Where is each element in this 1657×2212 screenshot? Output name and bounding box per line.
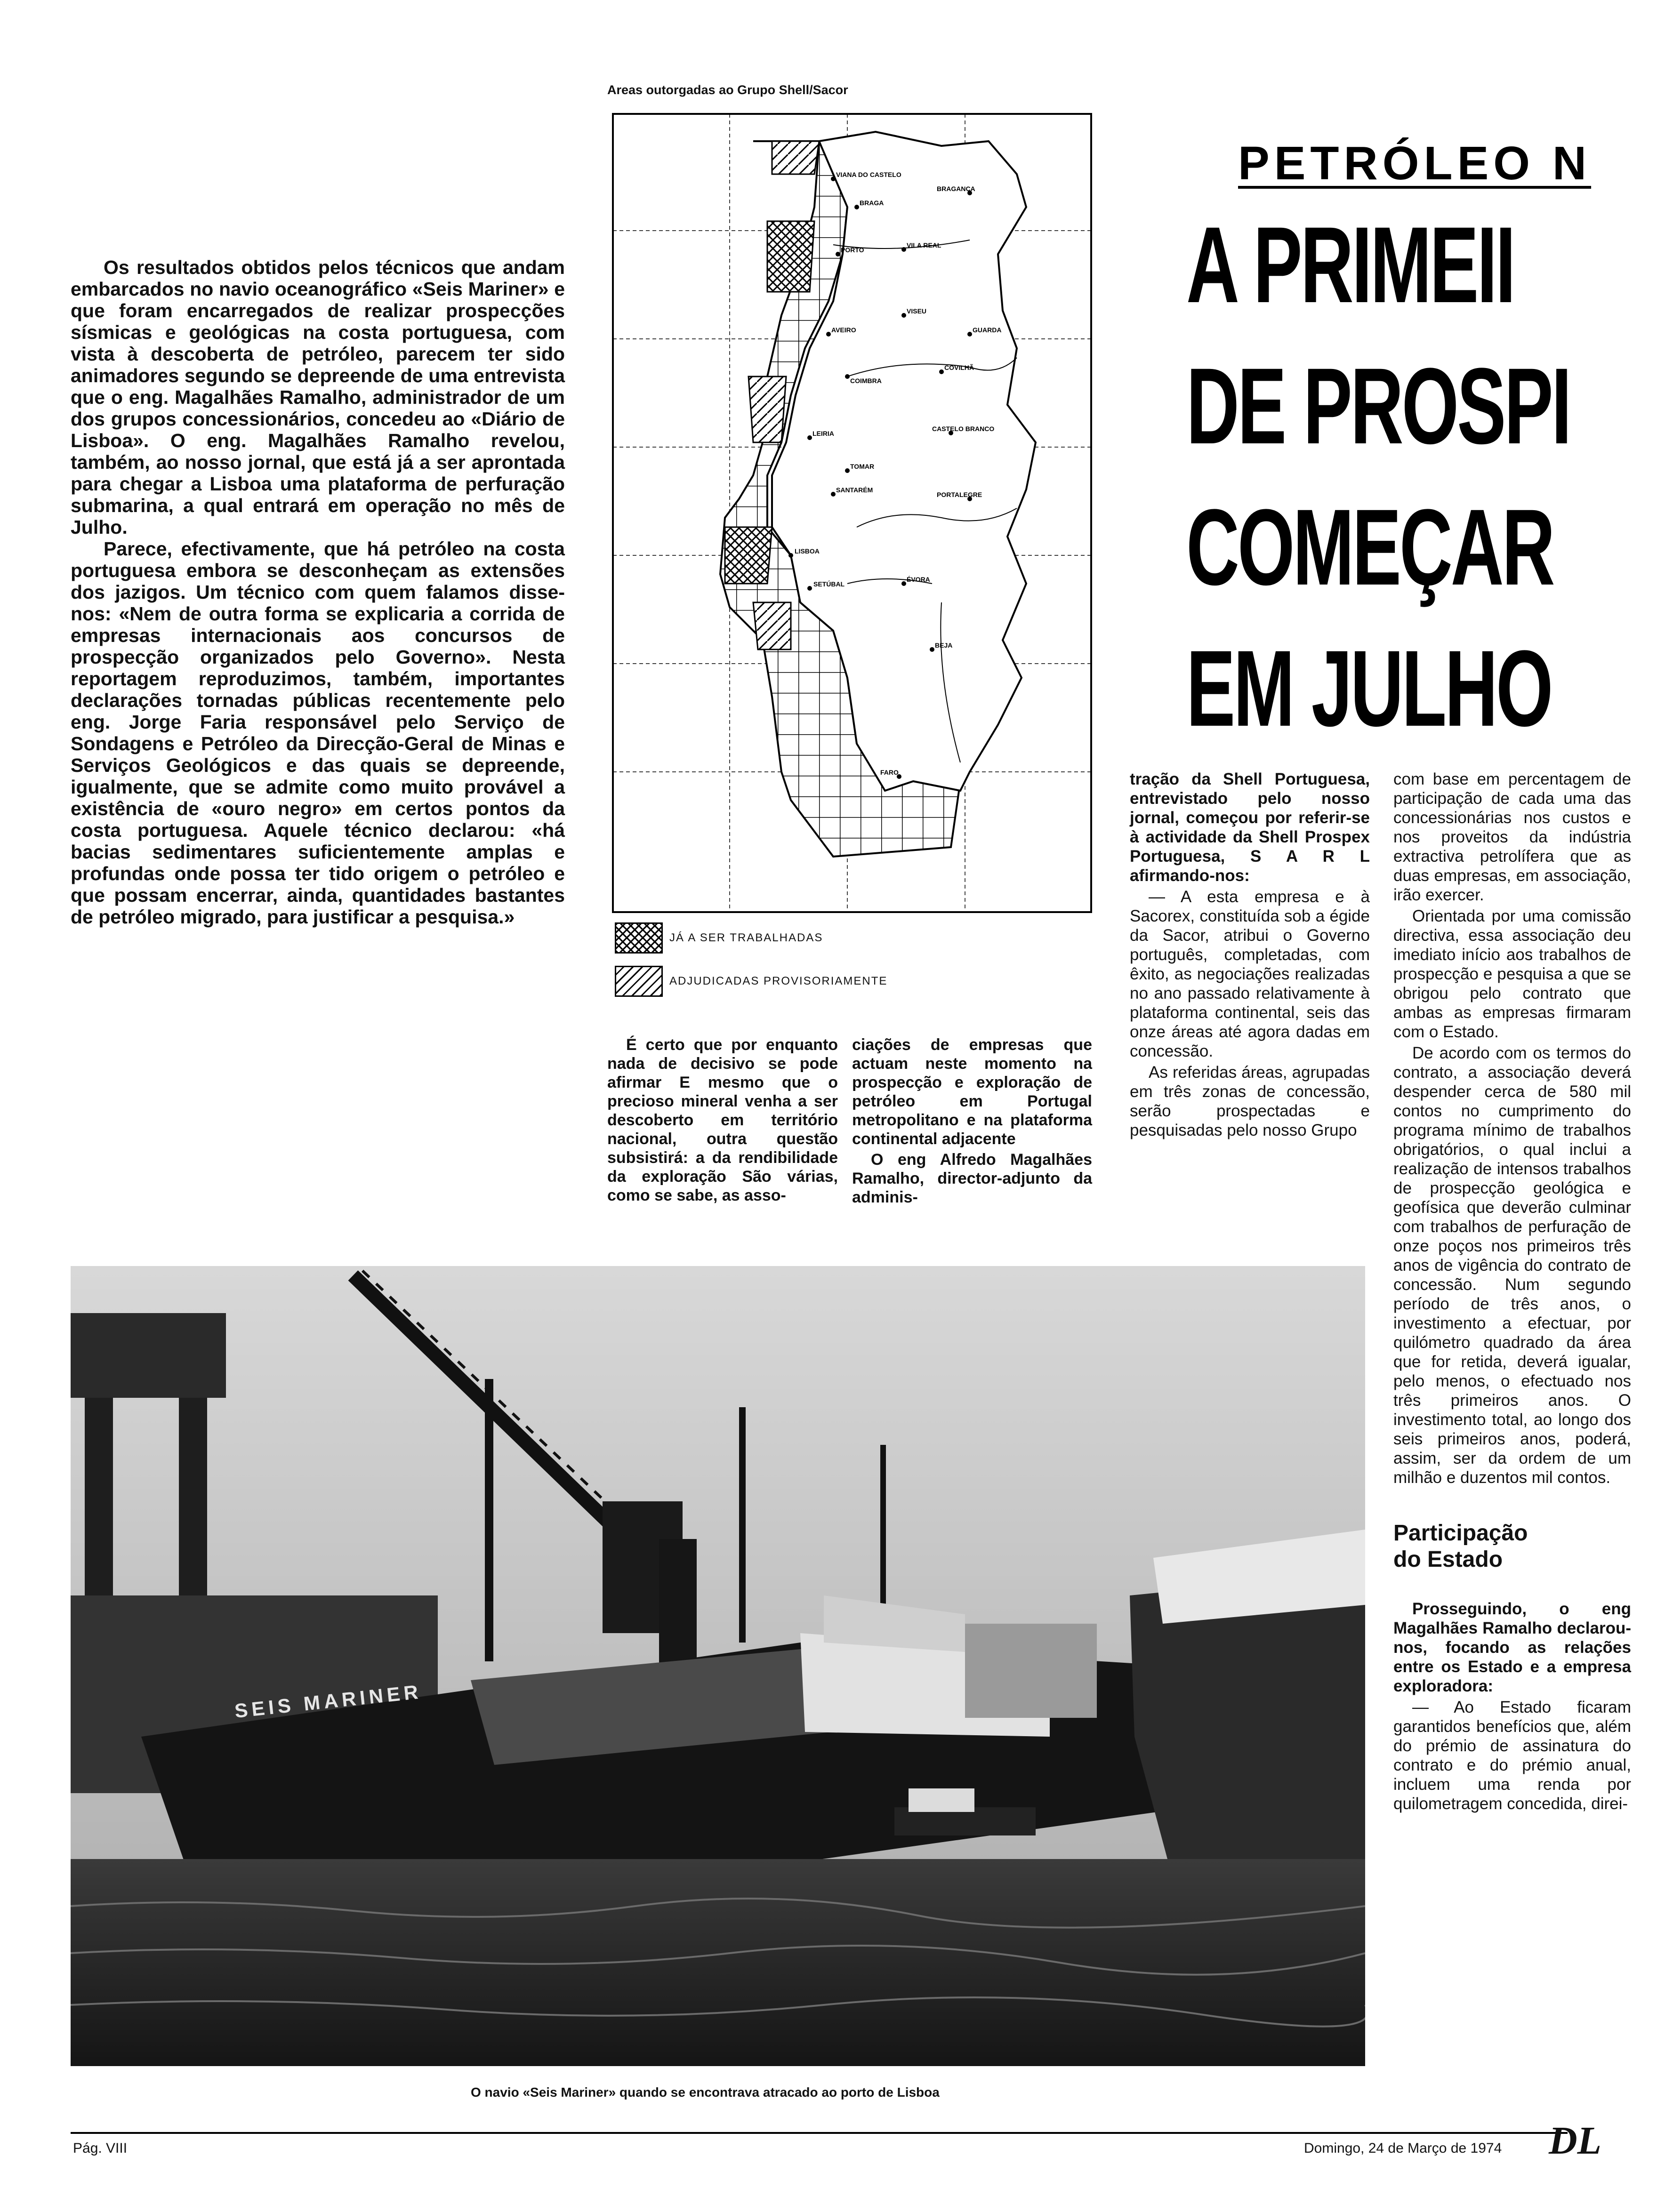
- city-label: ÉVORA: [907, 576, 930, 583]
- headline-line: DE PROSPI: [1186, 345, 1570, 466]
- column-4: [1393, 769, 1631, 1815]
- concession-map: [612, 113, 1092, 913]
- column-paragraph: Orientada por uma comissão directiva, essa associação deu imediato início aos trabalhos de prospecção e pesquisa a que se obrigou pelo contrato que ambas as empresas firmaram com o Estado.: [1393, 907, 1631, 1041]
- map-caption: Areas outorgadas ao Grupo Shell/Sacor: [607, 83, 848, 97]
- city-label: COVILHÃ: [944, 364, 974, 371]
- ship-name-label: SEIS MARINER: [233, 1680, 423, 1722]
- city-label: BRAGA: [860, 199, 884, 207]
- city-label: VIANA DO CASTELO: [836, 171, 901, 178]
- city-label: SANTARÉM: [836, 486, 873, 494]
- column-paragraph: O eng Alfredo Magalhães Ramalho, director-adjunto da adminis-: [852, 1151, 1092, 1206]
- headline-line: COMEÇAR: [1186, 487, 1553, 608]
- column-paragraph: As referidas áreas, agrupadas em três zonas de concessão, serão prospectadas e pesquisadas pelo nosso Grupo: [1130, 1063, 1370, 1139]
- city-label: SETÚBAL: [813, 580, 845, 588]
- column-paragraph: ciações de empresas que actuam neste momento na prospecção e exploração de petróleo em Portugal metropolitano e na plataforma continental adjacente: [852, 1036, 1092, 1148]
- city-label: CASTELO BRANCO: [932, 425, 995, 433]
- column-1: [607, 1035, 838, 1207]
- column-paragraph: É certo que por enquanto nada de decisivo se pode afirmar E mesmo que o precioso mineral venha a ser descoberto em território nacional, outra questão subsistirá: a da rendibilidade da exploração São várias, como se sabe, as asso-: [607, 1036, 838, 1204]
- subheading: Participação do Estado: [1393, 1521, 1528, 1572]
- column-paragraph: — Ao Estado ficaram garantidos benefícios que, além do prémio de assinatura do contrato e do prémio anual, incluem uma renda por quilometragem concedida, direi-: [1393, 1698, 1631, 1813]
- city-label: LISBOA: [795, 547, 820, 555]
- page-number: Pág. VIII: [73, 2140, 128, 2156]
- city-label: COIMBRA: [850, 377, 882, 385]
- legend-label: ADJUDICADAS PROVISORIAMENTE: [669, 975, 888, 987]
- photo-caption: O navio «Seis Mariner» quando se encontrava atracado ao porto de Lisboa: [471, 2085, 940, 2100]
- city-label: FARO: [880, 769, 899, 776]
- column-paragraph: De acordo com os termos do contrato, a associação deverá despender cerca de 580 mil contos no cumprimento do programa mínimo de trabalhos obrigatórios, o qual inclui a realização de intensos trabalhos de prospecção geológica e geofísica que deverão culminar com trabalhos de perfuração de onze poços nos primeiros três anos de vigência do contrato de concessão. Num segundo período de três anos, o investimento a efectuar, por quilómetro quadrado da área que for retida, deverá igualar, pelo menos, o efectuado nos três primeiros anos. O investimento total, ao longo dos seis primeiros anos, poderá, assim, ser da ordem de um milhão e duzentos mil contos.: [1393, 1044, 1631, 1487]
- issue-date: Domingo, 24 de Março de 1974: [1304, 2140, 1502, 2156]
- newspaper-logo: DL: [1549, 2119, 1601, 2163]
- kicker: PETRÓLEO N: [1238, 137, 1592, 190]
- lead-paragraph: Parece, efectivamente, que há petróleo na costa portuguesa embora se desconheçam as extensões dos jazigos. Um técnico com quem falamos disse-nos: «Nem de outra forma se explicaria a corrida de empresas internacionais aos concursos de prospecção organizados pelo Governo». Nesta reportagem reproduzimos, também, importantes declarações tornadas públicas recentemente pelo eng. Jorge Faria responsável pelo Serviço de Sondagens e Petróleo da Direcção-Geral de Minas e Serviços Geológicos e das quais se depreende, igualmente, que se admite como muito provável a existência de «ouro negro» em certos pontos da costa portuguesa. Aquele técnico declarou: «há bacias sedimentares suficientemente amplas e profundas onde possa ter tido origem o petróleo e que possam encerrar, ainda, quantidades bastantes de petróleo migrado, para justificar a pesquisa.»: [71, 538, 565, 928]
- city-label: PORTALEGRE: [937, 491, 982, 498]
- ship-photo-illustration: [71, 1266, 1365, 2066]
- city-label: BRAGANÇA: [937, 185, 975, 192]
- lead-paragraph: Os resultados obtidos pelos técnicos que andam embarcados no navio oceanográfico «Seis Mariner» e que foram encarregados de realizar prospecções sísmicas e geológicas na costa portuguesa, com vista à descoberta de petróleo, parecem ter sido animadores segundo se depreende de uma entrevista que o eng. Magalhães Ramalho, administrador de um dos grupos concessionários, concedeu ao «Diário de Lisboa». O eng. Magalhães Ramalho revelou, também, ao nosso jornal, que está já a ser aprontada para chegar a Lisboa uma plataforma de perfuração submarina, a qual entrará em operação no mês de Julho.: [71, 256, 565, 538]
- column-lead-bold: tração da Shell Portuguesa, entrevistado pelo nosso jornal, começou por referir-se à actividade da Shell Prospex Portuguesa, S A R L afirmando-nos:: [1130, 770, 1370, 885]
- column-paragraph: — A esta empresa e à Sacorex, constituída sob a égide da Sacor, atribui o Governo português, completadas, com êxito, as negociações realizadas no ano passado relativamente à plataforma continental, seis das onze áreas até agora dadas em concessão.: [1130, 888, 1370, 1060]
- ship-photo: [71, 1266, 1365, 2066]
- column-paragraph: com base em percentagem de participação de cada uma das concessionárias nos custos e nos proveitos da indústria extractiva petrolífera que as duas empresas, em associação, irão exercer.: [1393, 770, 1631, 904]
- legend-item: [615, 922, 887, 954]
- city-label: PORTO: [841, 246, 864, 254]
- city-label: VISEU: [907, 307, 927, 315]
- map-legend: [615, 922, 887, 1009]
- headline-line: A PRIMEII: [1186, 204, 1514, 325]
- headline-line: EM JULHO: [1186, 628, 1552, 749]
- diagonal-swatch: [615, 966, 663, 997]
- city-label: GUARDA: [973, 326, 1002, 334]
- city-label: VILA REAL: [907, 241, 941, 249]
- lead-text: [71, 256, 565, 928]
- footer-rule: [71, 2132, 1568, 2134]
- crosshatch-swatch: [615, 922, 663, 954]
- city-label: AVEIRO: [831, 326, 856, 334]
- city-label: BEJA: [935, 641, 953, 649]
- column-lead-bold: Prosseguindo, o eng Magalhães Ramalho declarou-nos, focando as relações entre os Estado e a empresa exploradora:: [1393, 1600, 1631, 1695]
- legend-item: [615, 966, 887, 997]
- column-3: [1130, 769, 1370, 1142]
- legend-label: JÁ A SER TRABALHADAS: [669, 931, 823, 944]
- headline-block: [1130, 94, 1657, 772]
- city-label: TOMAR: [850, 463, 875, 470]
- column-2: [852, 1035, 1092, 1209]
- city-label: LEIRIA: [812, 430, 834, 437]
